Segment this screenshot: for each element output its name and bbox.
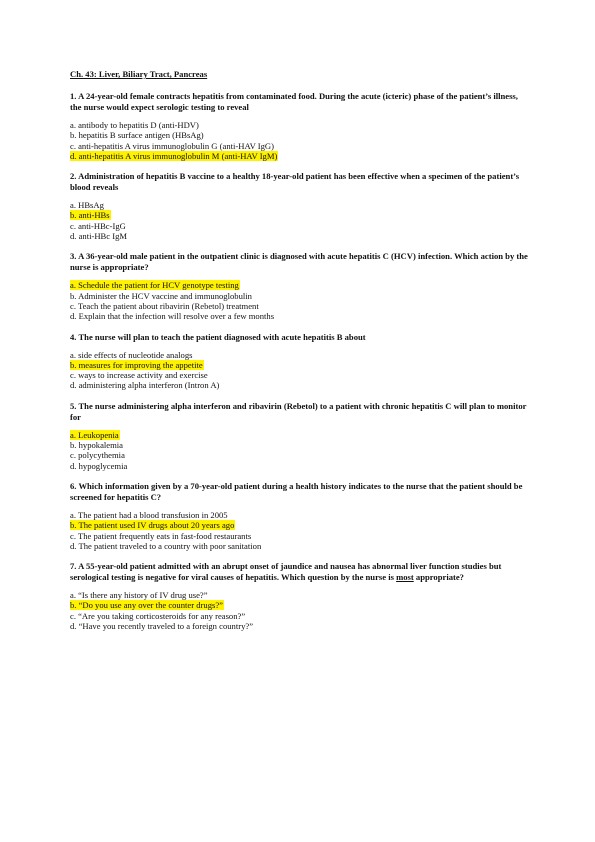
answer-option-text: c. “Are you taking corticosteroids for any reason?”: [70, 610, 246, 621]
answer-option: [70, 380, 530, 390]
answer-option: [70, 611, 530, 621]
answer-option-text: b. anti-HBs: [70, 210, 110, 221]
answer-option-text: c. Teach the patient about ribavirin (Rebetol) treatment: [70, 300, 259, 311]
question-stem: 4. The nurse will plan to teach the patient diagnosed with acute hepatitis B about: [70, 331, 366, 342]
answer-option: [70, 531, 530, 541]
answer-option-text: d. hypoglycemia: [70, 460, 128, 471]
answer-option-text: a. The patient had a blood transfusion in 2005: [70, 509, 228, 520]
answer-options: [70, 350, 530, 391]
answer-option-text: c. anti-HBc-IgG: [70, 220, 126, 231]
answer-option: [70, 141, 530, 151]
question-5: [70, 401, 530, 471]
answer-option-text: a. antibody to hepatitis D (anti-HDV): [70, 120, 199, 130]
answer-option: [70, 301, 530, 311]
answer-option-text: d. anti-hepatitis A virus immunoglobulin M (anti-HAV IgM): [70, 150, 278, 161]
answer-options: [70, 120, 530, 161]
answer-option: [70, 461, 530, 471]
answer-option-text: a. Schedule the patient for HCV genotype testing: [70, 280, 239, 291]
answer-options: [70, 590, 530, 631]
answer-option-text: d. The patient traveled to a country with poor sanitation: [70, 540, 262, 551]
question-stem: 5. The nurse administering alpha interferon and ribavirin (Rebetol) to a patient with chronic hepatitis C will plan to monitor for: [70, 400, 527, 422]
answer-option-text: b. measures for improving the appetite: [70, 359, 203, 370]
answer-option: [70, 370, 530, 380]
answer-option: [70, 311, 530, 321]
question-stem: 1. A 24-year-old female contracts hepatitis from contaminated food. During the acute (icteric) phase of the patient’s illness, the nurse would expect serologic testing to reveal: [70, 91, 518, 112]
answer-option: [70, 510, 530, 520]
answer-option: [70, 430, 530, 440]
question-1: [70, 91, 530, 161]
answer-options: [70, 430, 530, 471]
answer-option-text: a. side effects of nucleotide analogs: [70, 349, 193, 360]
answer-option: [70, 590, 530, 600]
answer-option-text: a. HBsAg: [70, 200, 104, 211]
answer-option-text: a. “Is there any history of IV drug use?”: [70, 590, 208, 601]
answer-option: [70, 291, 530, 301]
answer-option: [70, 360, 530, 370]
answer-option-text: b. “Do you use any over the counter drugs?”: [70, 600, 223, 611]
question-4: [70, 332, 530, 391]
question-7: [70, 561, 530, 631]
question-6: [70, 481, 530, 551]
chapter-title: Ch. 43: Liver, Biliary Tract, Pancreas: [70, 69, 208, 79]
answer-option: [70, 280, 530, 290]
answer-option: [70, 210, 530, 220]
answer-option: [70, 600, 530, 610]
answer-option: [70, 130, 530, 140]
answer-option: [70, 440, 530, 450]
question-stem-emphasis: most: [396, 572, 414, 583]
document-content: [70, 69, 530, 641]
answer-option: [70, 520, 530, 530]
answer-option-text: c. The patient frequently eats in fast-food restaurants: [70, 530, 252, 541]
question-2: [70, 171, 530, 241]
answer-option-text: c. ways to increase activity and exercise: [70, 370, 208, 381]
answer-option: [70, 450, 530, 460]
answer-option-text: c. anti-hepatitis A virus immunoglobulin G (anti-HAV IgG): [70, 140, 275, 151]
answer-options: [70, 280, 530, 321]
answer-option: [70, 541, 530, 551]
answer-option-text: d. anti-HBc IgM: [70, 231, 128, 242]
answer-option: [70, 350, 530, 360]
question-3: [70, 251, 530, 321]
question-stem: [70, 561, 530, 583]
answer-option: [70, 200, 530, 210]
answer-option-text: c. polycythemia: [70, 450, 125, 461]
answer-option-text: a. Leukopenia: [70, 429, 119, 440]
answer-option-text: b. hypokalemia: [70, 440, 123, 451]
question-stem-text: 7. A 55-year-old patient admitted with an abrupt onset of jaundice and nausea has abnormal liver function studies but serological testing is negative for viral causes of hepatitis. Which question by the nurse is: [70, 561, 502, 583]
question-stem: 3. A 36-year-old male patient in the outpatient clinic is diagnosed with acute hepatitis C (HCV) infection. Which action by the nurse is appropriate?: [70, 251, 528, 273]
answer-option-text: b. Administer the HCV vaccine and immunoglobulin: [70, 290, 252, 301]
answer-option-text: b. The patient used IV drugs about 20 years ago: [70, 520, 235, 531]
answer-option: [70, 221, 530, 231]
answer-options: [70, 200, 530, 241]
answer-option: [70, 151, 530, 161]
answer-option: [70, 621, 530, 631]
question-stem: 2. Administration of hepatitis B vaccine to a healthy 18-year-old patient has been effective when a specimen of the patient’s blood reveals: [70, 171, 520, 193]
answer-option-text: d. “Have you recently traveled to a foreign country?”: [70, 621, 254, 632]
answer-option-text: b. hepatitis B surface antigen (HBsAg): [70, 130, 204, 141]
question-stem-end: appropriate?: [413, 572, 464, 583]
answer-option-text: d. administering alpha interferon (Intron A): [70, 380, 220, 391]
answer-options: [70, 510, 530, 551]
answer-option: [70, 231, 530, 241]
answer-option-text: d. Explain that the infection will resolve over a few months: [70, 311, 275, 322]
answer-option: [70, 120, 530, 130]
question-stem: 6. Which information given by a 70-year-old patient during a health history indicates to the nurse that the patient should be screened for hepatitis C?: [70, 480, 523, 502]
